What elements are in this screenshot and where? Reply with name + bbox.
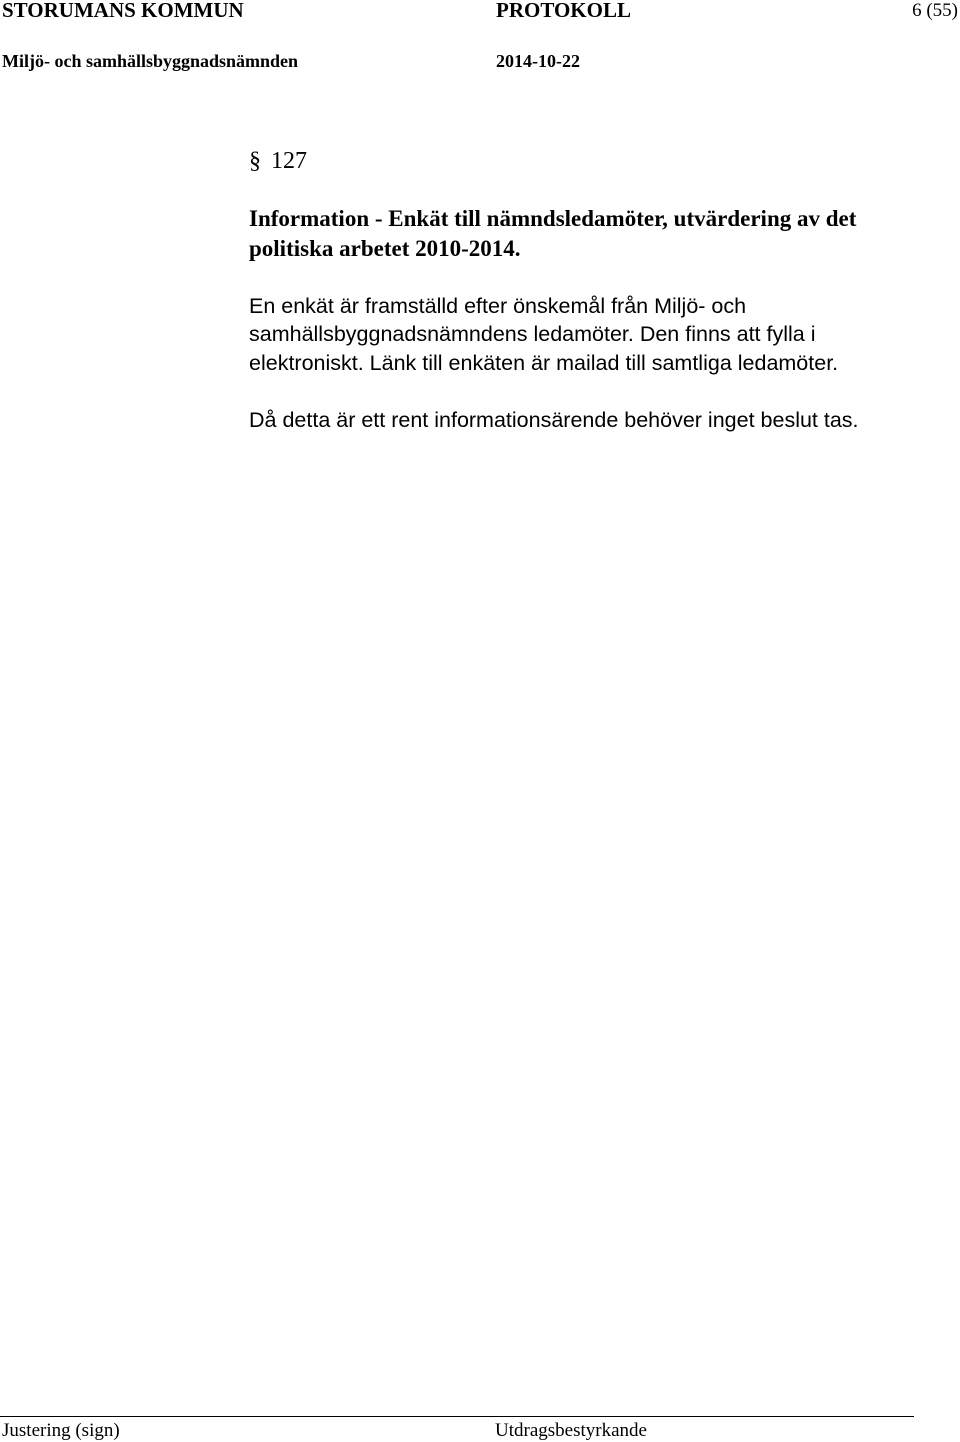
committee-name: Miljö- och samhällsbyggnadsnämnden [2,51,299,71]
footer-signature-label: Justering (sign) [2,1420,120,1441]
section-number [249,146,307,176]
footer-divider [0,1416,914,1417]
paragraph-2: Då detta är ett rent informationsärende behöver inget beslut tas. [249,408,859,432]
paragraph-1-line-2: samhällsbyggnadsnämndens ledamöter. Den finns att fylla i [249,322,816,347]
meeting-date: 2014-10-22 [496,51,580,71]
heading-line-1: Information - Enkät till nämndsledamöter, utvärdering av det [249,206,857,231]
paragraph-1 [249,292,949,377]
footer-certification-label: Utdragsbestyrkande [495,1420,647,1441]
organization-name: STORUMANS KOMMUN [2,0,244,22]
paragraph-1-line-3: elektroniskt. Länk till enkäten är mailad till samtliga ledamöter. [249,350,839,375]
section-number-value: 127 [271,148,307,174]
heading-line-2: politiska arbetet 2010-2014. [249,235,521,261]
paragraph-1-line-1: En enkät är framställd efter önskemål från Miljö- och [249,294,747,318]
section-heading [249,204,929,263]
page-number: 6 (55) [912,0,958,21]
document-type: PROTOKOLL [496,0,631,22]
section-sign: § [249,148,261,174]
